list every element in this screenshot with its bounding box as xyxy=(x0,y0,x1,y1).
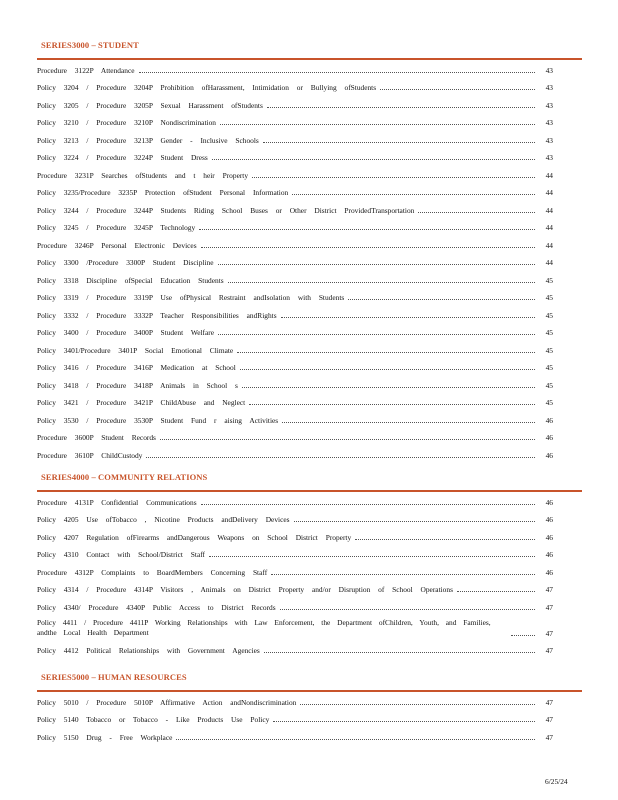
toc-entry[interactable] xyxy=(37,689,553,707)
dot-leader xyxy=(176,739,535,740)
section-entries-series3000 xyxy=(37,57,553,460)
toc-entry[interactable] xyxy=(37,425,553,443)
toc-entry-page-number: 46 xyxy=(545,515,553,524)
toc-entry-title: Policy 3210 / Procedure 3210P Nondiscrimination xyxy=(37,118,216,127)
dot-leader xyxy=(252,177,535,178)
toc-entry-page-number: 43 xyxy=(545,118,553,127)
toc-entry-page-number: 45 xyxy=(545,275,553,285)
toc-entry-title: Procedure 3610P ChildCustody xyxy=(37,450,143,460)
toc-entry[interactable] xyxy=(37,612,553,638)
toc-entry-title: Policy 4411 / Procedure 4411P Working Relationships with Law Enforcement, the Department ofChildren, Youth, and Families, andthe Local Health Department xyxy=(37,617,491,637)
dot-leader xyxy=(263,142,535,143)
toc-entry-title: Policy 4314 / Procedure 4314P Visitors , Animals on District Property and/or Disruption of School Operations xyxy=(37,585,453,594)
toc-entry-title: Policy 4340/ Procedure 4340P Public Access to District Records xyxy=(37,602,276,612)
toc-entry-title: Policy 3204 / Procedure 3204P Prohibition ofHarassment, Intimidation or Bullying ofStudents xyxy=(37,83,377,92)
toc-entry-page-number: 44 xyxy=(545,240,553,250)
toc-entry-title: Policy 4205 Use ofTobacco , Nicotine Products andDelivery Devices xyxy=(37,515,290,524)
toc-entry-title: Policy 4207 Regulation ofFirearms andDangerous Weapons on School District Property xyxy=(37,532,352,542)
toc-entry-page-number: 47 xyxy=(545,628,553,638)
toc-entry[interactable] xyxy=(37,250,553,268)
dot-leader xyxy=(218,264,536,265)
dot-leader xyxy=(348,299,535,300)
dot-leader xyxy=(160,439,535,440)
footer-date: 6/25/24 xyxy=(545,777,568,786)
toc-entry-page-number: 47 xyxy=(545,715,553,724)
dot-leader xyxy=(511,635,535,636)
toc-entry-page-number: 45 xyxy=(545,380,553,390)
dot-leader xyxy=(457,591,535,592)
toc-entry-page-number: 43 xyxy=(545,100,553,110)
toc-entry-title: Policy 3224 / Procedure 3224P Student Dress xyxy=(37,153,208,162)
toc-entry-title: Policy 3235/Procedure 3235P Protection ofStudent Personal Information xyxy=(37,188,289,197)
toc-entry-title: Policy 3421 / Procedure 3421P ChildAbuse and Neglect xyxy=(37,398,246,407)
section-entries-series5000 xyxy=(37,689,553,742)
toc-entry-page-number: 47 xyxy=(545,697,553,707)
dot-leader xyxy=(294,521,535,522)
dot-leader xyxy=(355,539,535,540)
toc-entry[interactable] xyxy=(37,372,553,390)
toc-entry-title: Policy 3530 / Procedure 3530P Student Fund r aising Activities xyxy=(37,415,279,425)
toc-entry[interactable] xyxy=(37,407,553,425)
toc-entry[interactable] xyxy=(37,267,553,285)
toc-entry-title: Procedure 4312P Complaints to BoardMembers Concerning Staff xyxy=(37,567,268,577)
section-entries-series4000 xyxy=(37,489,553,655)
toc-entry-page-number: 45 xyxy=(545,328,553,337)
toc-entry-page-number: 46 xyxy=(545,415,553,425)
toc-entry[interactable] xyxy=(37,320,553,338)
toc-entry-page-number: 44 xyxy=(545,223,553,232)
dot-leader xyxy=(209,556,535,557)
dot-leader xyxy=(264,652,535,653)
toc-entry-page-number: 46 xyxy=(545,567,553,577)
toc-entry[interactable] xyxy=(37,197,553,215)
toc-entry-title: Policy 3244 / Procedure 3244P Students Riding School Buses or Other District ProvidedTransportation xyxy=(37,205,415,215)
toc-entry-page-number: 45 xyxy=(545,363,553,372)
toc-entry-title: Procedure 3231P Searches ofStudents and t heir Property xyxy=(37,170,249,180)
toc-entry-page-number: 43 xyxy=(545,135,553,145)
toc-entry-page-number: 46 xyxy=(545,497,553,507)
toc-entry-title: Policy 5150 Drug - Free Workplace xyxy=(37,732,173,742)
toc-entry-page-number: 45 xyxy=(545,310,553,320)
dot-leader xyxy=(273,721,535,722)
dot-leader xyxy=(271,574,535,575)
toc-entry-title: Policy 3401/Procedure 3401P Social Emotional Climate xyxy=(37,345,234,355)
dot-leader xyxy=(201,247,535,248)
toc-entry-title: Policy 3300 /Procedure 3300P Student Discipline xyxy=(37,258,214,267)
toc-entry[interactable] xyxy=(37,75,553,93)
toc-entry[interactable] xyxy=(37,110,553,128)
toc-entry-page-number: 46 xyxy=(545,532,553,542)
toc-entry-title: Procedure 3600P Student Records xyxy=(37,433,156,442)
toc-entry-page-number: 45 xyxy=(545,398,553,407)
toc-entry[interactable] xyxy=(37,559,553,577)
toc-entry-page-number: 43 xyxy=(545,153,553,162)
toc-entry-page-number: 44 xyxy=(545,188,553,197)
toc-entry[interactable] xyxy=(37,489,553,507)
dot-leader xyxy=(201,504,535,505)
toc-entry-title: Policy 3400 / Procedure 3400P Student Welfare xyxy=(37,328,215,337)
toc-entry[interactable] xyxy=(37,442,553,460)
dot-leader xyxy=(237,352,535,353)
toc-entry[interactable] xyxy=(37,145,553,163)
dot-leader xyxy=(139,72,535,73)
toc-entry-page-number: 44 xyxy=(545,258,553,267)
toc-entry-page-number: 47 xyxy=(545,732,553,742)
dot-leader xyxy=(199,229,535,230)
dot-leader xyxy=(267,107,535,108)
dot-leader xyxy=(240,369,535,370)
toc-entry-title: Policy 3213 / Procedure 3213P Gender - Inclusive Schools xyxy=(37,135,259,145)
toc-entry[interactable] xyxy=(37,57,553,75)
toc-entry[interactable] xyxy=(37,215,553,233)
toc-entry-page-number: 47 xyxy=(545,585,553,594)
toc-entry-title: Policy 3205 / Procedure 3205P Sexual Harassment ofStudents xyxy=(37,100,263,110)
toc-entry-page-number: 45 xyxy=(545,293,553,302)
toc-entry-title: Policy 3245 / Procedure 3245P Technology xyxy=(37,223,196,232)
toc-entry-title: Policy 3332 / Procedure 3332P Teacher Responsibilities andRights xyxy=(37,310,277,320)
toc-entry[interactable] xyxy=(37,232,553,250)
dot-leader xyxy=(300,704,535,705)
toc-entry-page-number: 44 xyxy=(545,205,553,215)
dot-leader xyxy=(249,404,535,405)
dot-leader xyxy=(418,212,535,213)
toc-entry[interactable] xyxy=(37,355,553,373)
toc-entry[interactable] xyxy=(37,707,553,725)
section-title: SERIES4000 – COMMUNITY RELATIONS xyxy=(41,472,208,482)
toc-entry-page-number: 47 xyxy=(545,602,553,612)
toc-entry[interactable] xyxy=(37,524,553,542)
toc-entry[interactable] xyxy=(37,302,553,320)
toc-entry[interactable] xyxy=(37,507,553,525)
toc-entry-page-number: 45 xyxy=(545,345,553,355)
section-title: SERIES3000 – STUDENT xyxy=(41,40,139,50)
toc-entry[interactable] xyxy=(37,542,553,560)
toc-entry-page-number: 46 xyxy=(545,550,553,559)
toc-entry[interactable] xyxy=(37,127,553,145)
toc-entry[interactable] xyxy=(37,724,553,742)
dot-leader xyxy=(280,609,535,610)
dot-leader xyxy=(220,124,535,125)
toc-entry[interactable] xyxy=(37,577,553,595)
section-title: SERIES5000 – HUMAN RESOURCES xyxy=(41,672,187,682)
dot-leader xyxy=(281,317,535,318)
dot-leader xyxy=(146,457,535,458)
toc-entry[interactable] xyxy=(37,162,553,180)
toc-entry-title: Policy 4412 Political Relationships with Government Agencies xyxy=(37,646,260,655)
dot-leader xyxy=(292,194,535,195)
toc-entry-title: Procedure 4131P Confidential Communications xyxy=(37,497,197,507)
toc-entry[interactable] xyxy=(37,390,553,408)
toc-entry[interactable] xyxy=(37,337,553,355)
toc-entry-title: Policy 3416 / Procedure 3416P Medication at School xyxy=(37,363,236,372)
dot-leader xyxy=(282,422,535,423)
toc-entry-page-number: 44 xyxy=(545,170,553,180)
toc-entry[interactable] xyxy=(37,285,553,303)
dot-leader xyxy=(218,334,535,335)
toc-entry-page-number: 43 xyxy=(545,83,553,92)
toc-entry-title: Policy 3318 Discipline ofSpecial Education Students xyxy=(37,275,224,285)
toc-entry-title: Policy 3418 / Procedure 3418P Animals in School s xyxy=(37,380,238,390)
toc-entry-page-number: 46 xyxy=(545,450,553,460)
toc-entry-page-number: 43 xyxy=(545,65,553,75)
dot-leader xyxy=(242,387,535,388)
toc-entry[interactable] xyxy=(37,92,553,110)
dot-leader xyxy=(380,89,535,90)
dot-leader xyxy=(212,159,535,160)
toc-entry[interactable] xyxy=(37,594,553,612)
toc-entry-title: Policy 3319 / Procedure 3319P Use ofPhysical Restraint andIsolation with Students xyxy=(37,293,345,302)
toc-entry[interactable] xyxy=(37,180,553,198)
toc-entry-title: Policy 5010 / Procedure 5010P Affirmative Action andNondiscrimination xyxy=(37,697,297,707)
toc-entry-page-number: 46 xyxy=(545,433,553,442)
toc-entry-page-number: 47 xyxy=(545,646,553,655)
toc-entry-title: Procedure 3246P Personal Electronic Devices xyxy=(37,240,197,250)
toc-entry[interactable] xyxy=(37,638,553,656)
toc-entry-title: Policy 5140 Tobacco or Tobacco - Like Products Use Policy xyxy=(37,715,270,724)
toc-entry-title: Procedure 3122P Attendance xyxy=(37,65,135,75)
toc-entry-title: Policy 4310 Contact with School/District Staff xyxy=(37,550,206,559)
dot-leader xyxy=(228,282,535,283)
